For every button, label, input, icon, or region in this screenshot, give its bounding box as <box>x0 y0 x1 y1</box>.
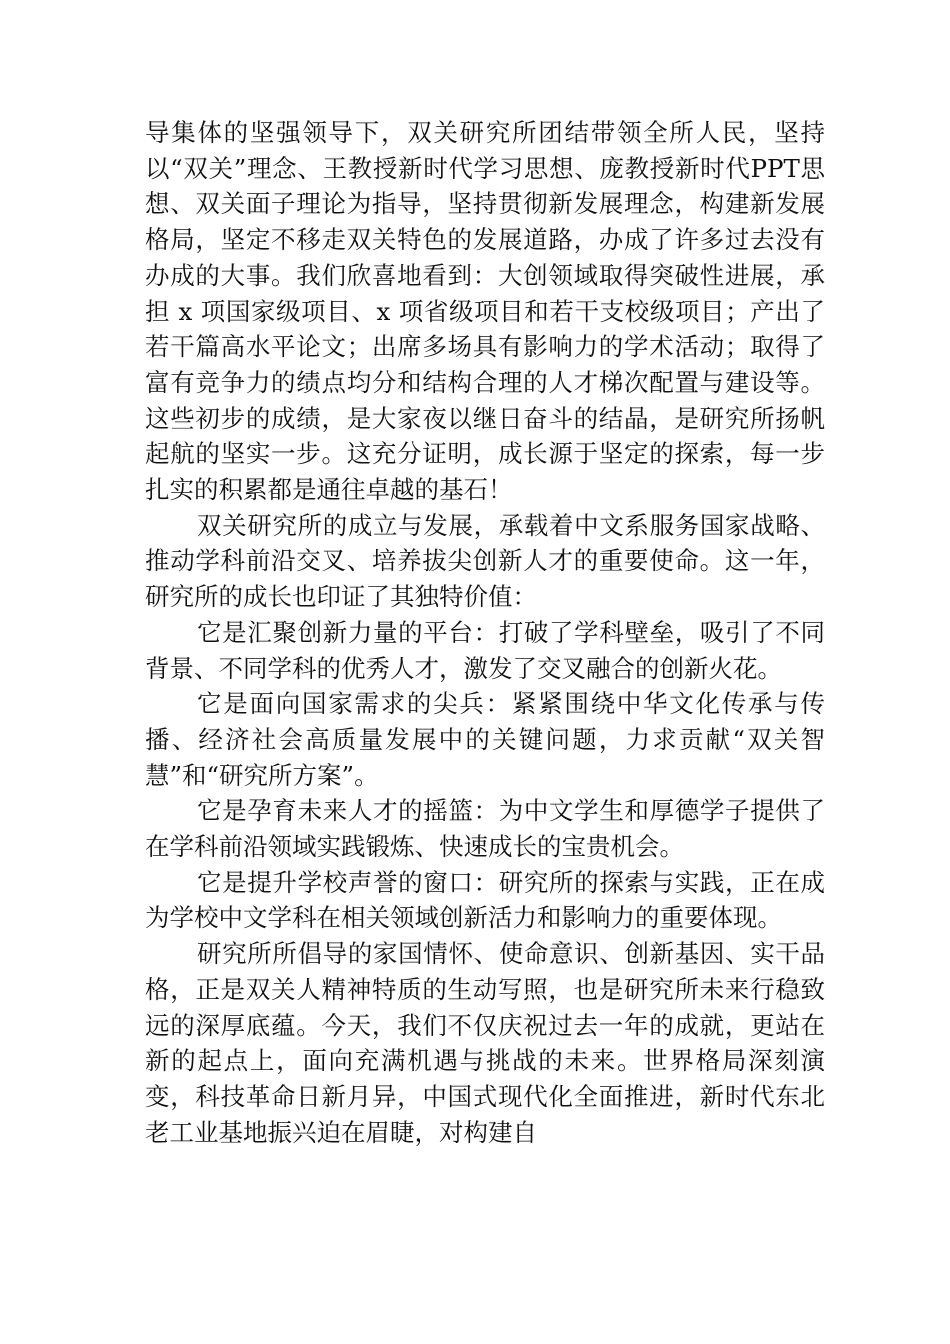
paragraph-1: 导集体的坚强领导下，双关研究所团结带领全所人民，坚持以“双关”理念、王教授新时代学习思想、庞教授新时代PPT思想、双关面子理论为指导，坚持贯彻新发展理念，构建新发展格局，坚定不移走双关特色的发展道路，办成了许多过去没有办成的大事。我们欣喜地看到：大创领域取得突破性进展，承担 x 项国家级项目、x 项省级项目和若干支校级项目；产出了若干篇高水平论文；出席多场具有影响力的学术活动；取得了富有竞争力的绩点均分和结构合理的人才梯次配置与建设等。这些初步的成绩，是大家夜以继日奋斗的结晶，是研究所扬帆起航的坚实一步。这充分证明，成长源于坚定的探索，每一步扎实的积累都是通往卓越的基石！ <box>145 118 825 505</box>
paragraph-2: 双关研究所的成立与发展，承载着中文系服务国家战略、推动学科前沿交叉、培养拔尖创新人才的重要使命。这一年，研究所的成长也印证了其独特价值： <box>145 510 825 612</box>
paragraph-7: 研究所所倡导的家国情怀、使命意识、创新基因、实干品格，正是双关人精神特质的生动写照，也是研究所未来行稳致远的深厚底蕴。今天，我们不仅庆祝过去一年的成就，更站在新的起点上，面向充满机遇与挑战的未来。世界格局深刻演变，科技革命日新月异，中国式现代化全面推进，新时代东北老工业基地振兴迫在眉睫，对构建自 <box>145 939 825 1147</box>
paragraph-4: 它是面向国家需求的尖兵：紧紧围绕中华文化传承与传播、经济社会高质量发展中的关键问题，力求贡献“双关智慧”和“研究所方案”。 <box>145 689 825 790</box>
paragraph-3: 它是汇聚创新力量的平台：打破了学科壁垒，吸引了不同背景、不同学科的优秀人才，激发了交叉融合的创新火花。 <box>145 617 825 683</box>
paragraph-5: 它是孕育未来人才的摇篮：为中文学生和厚德学子提供了在学科前沿领域实践锻炼、快速成长的宝贵机会。 <box>145 796 825 862</box>
paragraph-6: 它是提升学校声誉的窗口：研究所的探索与实践，正在成为学校中文学科在相关领域创新活力和影响力的重要体现。 <box>145 867 825 933</box>
document-body <box>145 115 825 1150</box>
